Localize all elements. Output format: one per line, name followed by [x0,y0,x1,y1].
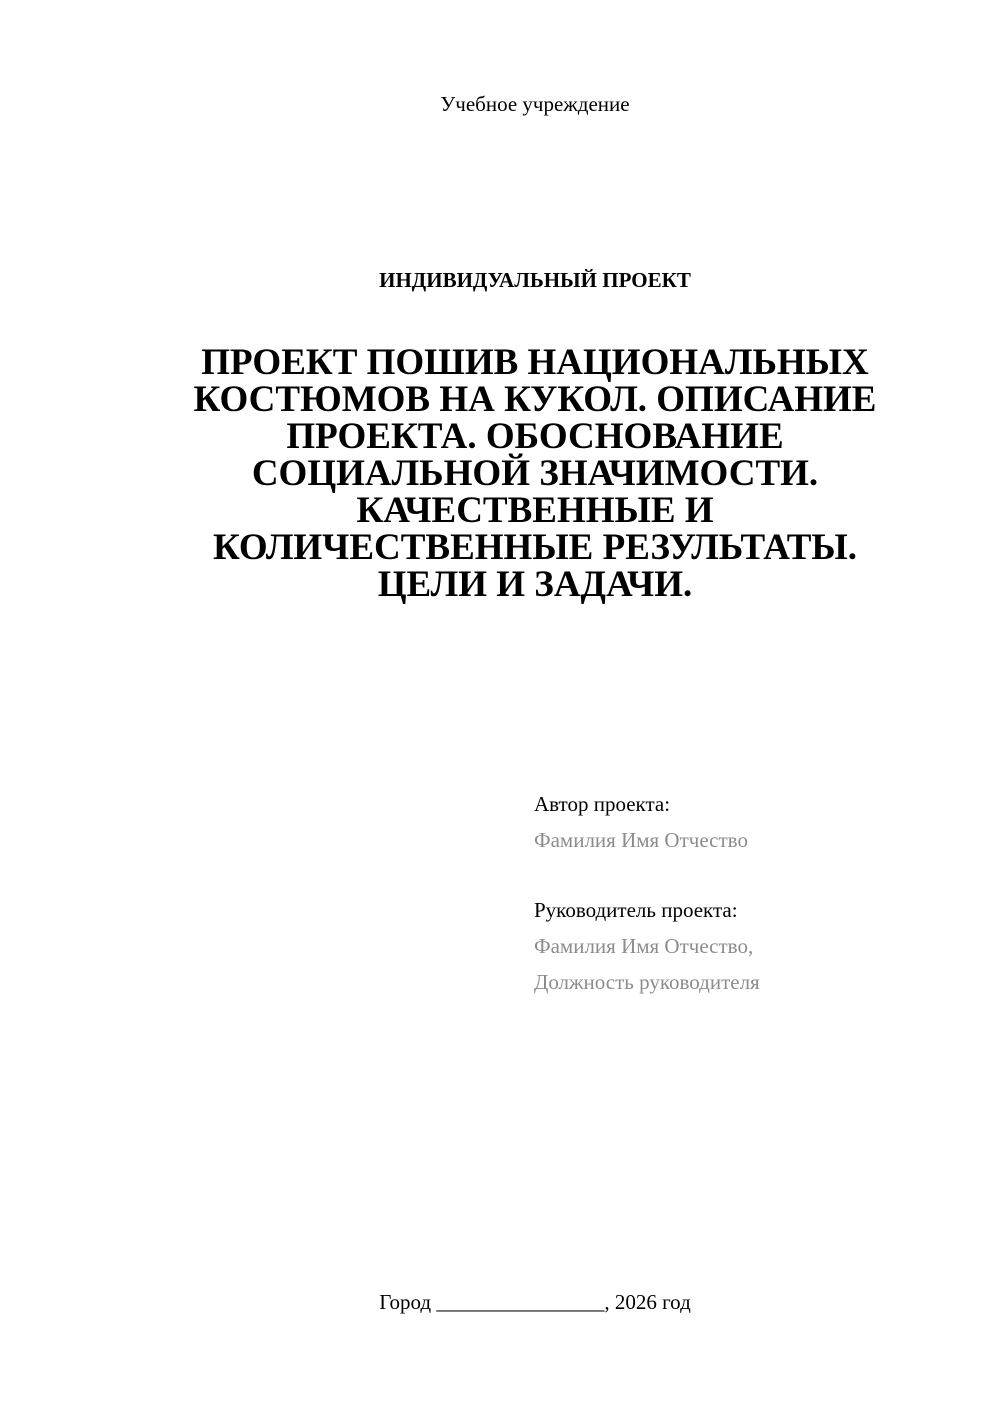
city-blank: ________________ [436,1290,605,1314]
author-block [534,786,954,858]
title-line: ПРОЕКТ ПОШИВ НАЦИОНАЛЬНЫХ [201,342,869,383]
year-text: , 2026 год [604,1290,691,1314]
supervisor-position: Должность руководителя [534,970,760,994]
supervisor-name: Фамилия Имя Отчество, [534,934,754,958]
title-line: ПРОЕКТА. ОБОСНОВАНИЕ [286,416,784,457]
institution-name: Учебное учреждение [440,92,630,116]
title-line: ЦЕЛИ И ЗАДАЧИ. [377,564,693,605]
city-label: Город [379,1290,432,1314]
title-line: СОЦИАЛЬНОЙ ЗНАЧИМОСТИ. [251,453,819,494]
city-year-line [0,1290,1000,1315]
author-name: Фамилия Имя Отчество [534,828,748,852]
title-line: КОСТЮМОВ НА КУКОЛ. ОПИСАНИЕ [193,379,877,420]
title-line: КАЧЕСТВЕННЫЕ И [356,490,714,531]
author-label: Автор проекта: [534,792,671,816]
project-type-heading: ИНДИВИДУАЛЬНЫЙ ПРОЕКТ [379,268,691,292]
supervisor-label: Руководитель проекта: [534,898,738,922]
supervisor-block [534,892,954,1000]
project-title [170,344,900,603]
title-line: КОЛИЧЕСТВЕННЫЕ РЕЗУЛЬТАТЫ. [212,527,858,568]
